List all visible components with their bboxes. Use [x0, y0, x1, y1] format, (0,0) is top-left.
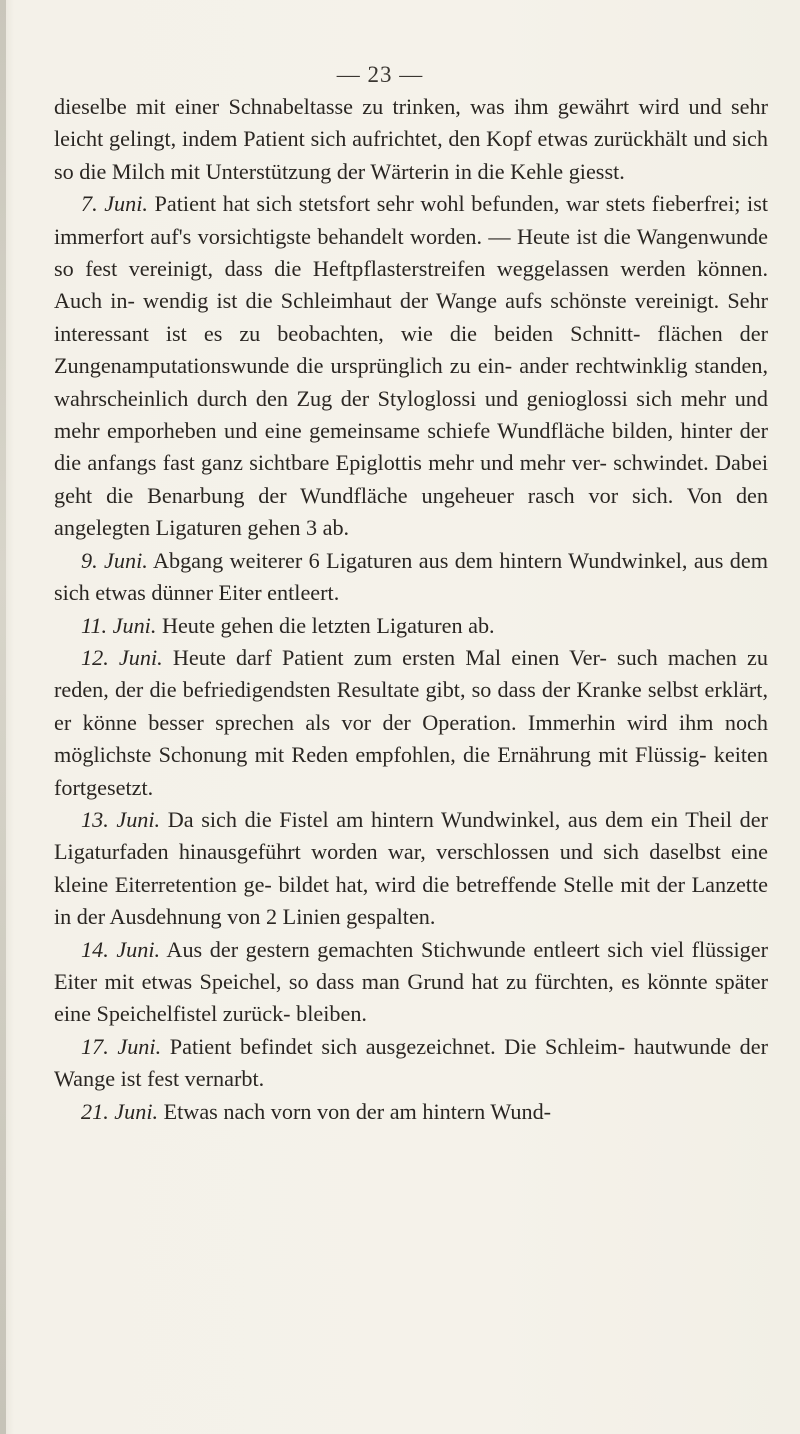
- diary-entry: [54, 1096, 768, 1128]
- entry-text: Etwas nach vorn von der am hintern Wund-: [163, 1098, 552, 1124]
- diary-entry: [54, 545, 768, 610]
- diary-entry: [54, 934, 768, 1031]
- entry-date: 7. Juni.: [81, 191, 148, 217]
- entry-text: Abgang weiterer 6 Ligaturen aus dem hintern Wundwinkel, aus dem sich etwas dünner Eiter entleert.: [54, 547, 768, 606]
- diary-entry: [54, 1031, 768, 1096]
- entry-date: 13. Juni.: [81, 806, 161, 832]
- entry-text: Patient hat sich stetsfort sehr wohl befunden, war stets fieberfrei; ist immerfort auf's vorsichtigste behandelt worden. — Heute ist die Wangenwunde so fest vereinigt, dass die Heftpflasterstreifen weggelassen werden können. Auch in- wendig ist die Schleimhaut der Wange aufs schönste vereinigt. Sehr interessant ist es zu beobachten, wie die beiden Schnitt- flächen der Zungenamputationswunde die ursprünglich zu ein- ander rechtwinklig standen, wahrscheinlich durch den Zug der Styloglossi und genioglossi sich mehr und mehr emporheben und eine gemeinsame schiefe Wundfläche bilden, hinter der die anfangs fast ganz sichtbare Epiglottis mehr und mehr ver- schwindet. Dabei geht die Benarbung der Wundfläche ungeheuer rasch vor sich. Von den angelegten Ligaturen gehen 3 ab.: [54, 191, 769, 541]
- diary-entry: [54, 610, 768, 642]
- entry-text: Patient befindet sich ausgezeichnet. Die Schleim- hautwunde der Wange ist fest vernarbt.: [54, 1033, 769, 1092]
- entry-date: 11. Juni.: [81, 612, 157, 638]
- diary-entry: [54, 188, 768, 544]
- opening-paragraph: dieselbe mit einer Schnabeltasse zu trinken, was ihm gewährt wird und sehr leicht gelingt, indem Patient sich aufrichtet, den Kopf etwas zurückhält und sich so die Milch mit Unterstützung der Wärterin in die Kehle giesst.: [54, 94, 768, 184]
- page-spine-shadow: [0, 0, 6, 1434]
- body-text: [54, 91, 768, 1128]
- entry-text: Heute darf Patient zum ersten Mal einen Ver- such machen zu reden, der die befriedigendsten Resultate gibt, so dass der Kranke selbst erklärt, er könne besser sprechen als vor der Operation. Immerhin wird ihm noch möglichste Schonung mit Reden empfohlen, die Ernährung mit Flüssig- keiten fortgesetzt.: [54, 644, 769, 800]
- entry-date: 17. Juni.: [81, 1033, 162, 1059]
- diary-entry: [54, 804, 768, 934]
- entry-text: Aus der gestern gemachten Stichwunde entleert sich viel flüssiger Eiter mit etwas Speichel, so dass man Grund hat zu fürchten, es könnte später eine Speichelfistel zurück- bleiben.: [54, 936, 768, 1027]
- entry-date: 21. Juni.: [81, 1098, 159, 1124]
- entry-date: 12. Juni.: [81, 644, 163, 670]
- entry-text: Heute gehen die letzten Ligaturen ab.: [161, 612, 495, 638]
- entry-date: 14. Juni.: [81, 936, 161, 962]
- entry-text: Da sich die Fistel am hintern Wundwinkel, aus dem ein Theil der Ligaturfaden hinausgeführt worden war, verschlossen und sich daselbst eine kleine Eiterretention ge- bildet hat, wird die betreffende Stelle mit der Lanzette in der Ausdehnung von 2 Linien gespalten.: [54, 806, 769, 930]
- page-number: — 23 —: [336, 62, 424, 87]
- entry-date: 9. Juni.: [81, 547, 148, 573]
- diary-entry: [54, 642, 768, 804]
